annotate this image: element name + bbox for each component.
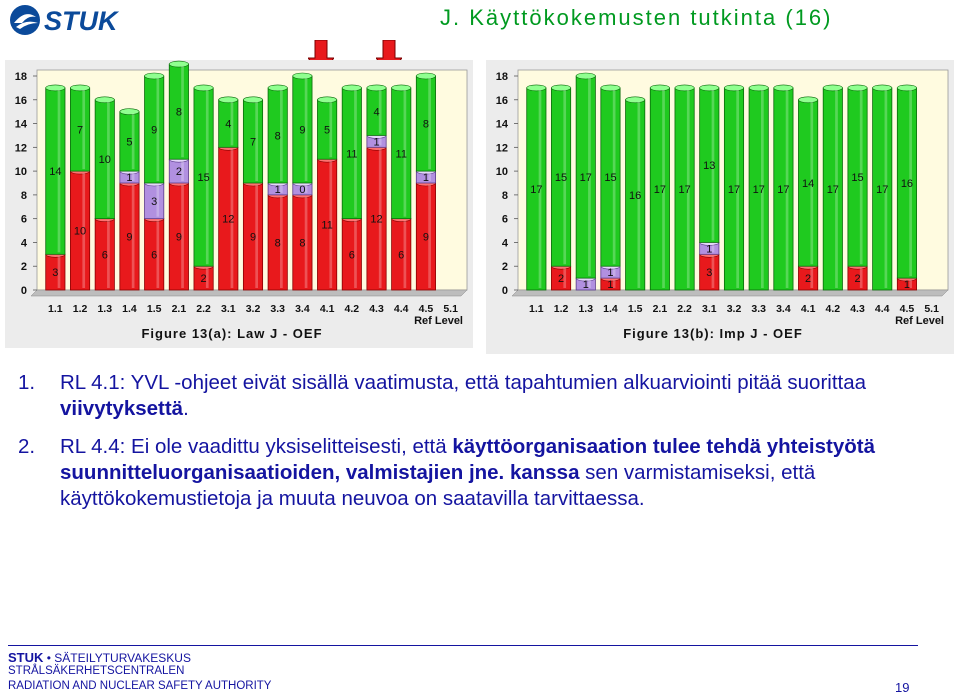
y-tick-label: 12 — [14, 142, 27, 155]
y-tick-label: 0 — [20, 285, 27, 297]
x-tick-label: 4.3 — [369, 303, 384, 315]
data-label: 17 — [727, 183, 741, 196]
bar-cap — [317, 97, 336, 103]
data-label: 14 — [801, 178, 815, 190]
footer-org-name-fi: SÄTEILYTURVAKESKUS — [54, 651, 191, 665]
data-label: 7 — [249, 136, 257, 149]
bar-cap — [576, 73, 595, 79]
bar-cap — [194, 85, 213, 91]
stuk-logo-text: STUK — [44, 6, 118, 36]
data-label: 17 — [777, 183, 790, 196]
data-label: 12 — [222, 213, 235, 226]
slide-title: J. Käyttökokemusten tutkinta (16) — [440, 5, 833, 30]
bullet-number: 2. — [18, 435, 36, 458]
data-label: 17 — [876, 183, 889, 196]
data-label: 1 — [582, 279, 589, 292]
data-label: 4 — [225, 118, 232, 131]
x-tick-label: 1.1 — [529, 303, 544, 315]
bar-cap — [798, 97, 817, 103]
bar-cap — [367, 85, 386, 91]
x-tick-label: 1.3 — [97, 303, 113, 315]
chart-title: Figure 13(b): Imp J - OEF — [623, 326, 803, 341]
bullet-text: RL 4.4: Ei ole vaadittu yksiselitteisesti, että — [60, 435, 453, 458]
bar-cap — [700, 85, 719, 91]
chart-floor — [512, 290, 948, 296]
footer-org-fi — [8, 650, 191, 665]
x-tick-label: 4.1 — [319, 303, 335, 315]
x-tick-label: 3.4 — [295, 303, 310, 315]
stuk-logo — [8, 3, 136, 37]
bullet-number: 1. — [18, 371, 36, 394]
bar-cap — [749, 85, 768, 91]
bullet-item — [18, 434, 948, 512]
y-tick-label: 2 — [20, 261, 27, 274]
data-label: 3 — [706, 267, 713, 280]
bar-cap — [95, 97, 114, 103]
data-label: 1 — [607, 267, 614, 280]
data-label: 0 — [299, 183, 306, 196]
data-label: 14 — [49, 166, 62, 179]
bullet-emphasis: viivytyksettä — [60, 397, 184, 420]
chart-floor — [31, 290, 467, 296]
y-tick-label: 16 — [14, 94, 27, 107]
data-label: 9 — [299, 124, 306, 137]
x-axis-label: Ref Level — [895, 315, 944, 327]
data-label: 1 — [373, 136, 380, 149]
footer-org-abbrev: STUK — [8, 650, 44, 665]
bar-cap — [392, 85, 411, 91]
bar-cap — [527, 85, 546, 91]
bar-cap — [897, 85, 916, 91]
data-label: 15 — [554, 172, 568, 185]
bullet-item — [18, 370, 948, 422]
y-tick-label: 10 — [14, 166, 27, 179]
data-label: 2 — [805, 273, 812, 286]
y-tick-label: 14 — [14, 118, 27, 131]
chart-title: Figure 13(a): Law J - OEF — [141, 326, 323, 341]
bar-cap — [675, 85, 694, 91]
y-tick-label: 4 — [501, 237, 508, 250]
data-label: 15 — [851, 172, 864, 185]
x-tick-label: 5.1 — [924, 303, 939, 315]
x-tick-label: 1.3 — [578, 303, 594, 315]
data-label: 17 — [752, 183, 765, 196]
data-label: 10 — [98, 154, 111, 167]
data-label: 17 — [530, 183, 543, 196]
x-tick-label: 3.4 — [776, 303, 791, 315]
bar-cap — [848, 85, 867, 91]
data-label: 4 — [373, 106, 380, 119]
data-label: 1 — [903, 279, 911, 292]
stuk-logo-emblem — [10, 5, 40, 35]
footer-divider — [8, 645, 918, 646]
data-label: 9 — [151, 124, 158, 137]
bullet-list — [18, 370, 948, 524]
x-tick-label: 2.2 — [196, 303, 211, 315]
bullet-text: sen varmistamiseksi, että käyttökokemustietoja ja muuta neuvoa on saatavilla tarvittaessa. — [60, 461, 816, 510]
bar-cap — [724, 85, 743, 91]
data-label: 15 — [604, 172, 617, 185]
bullet-text: . — [183, 397, 189, 420]
x-tick-label: 2.1 — [652, 303, 668, 315]
bullet-emphasis: käyttöorganisaation tulee tehdä yhteistyötä suunnitteluorganisaatioiden, valmistajien jne. kanssa — [60, 435, 875, 484]
data-label: 8 — [274, 237, 281, 250]
data-label: 3 — [151, 195, 158, 208]
data-label: 8 — [274, 130, 281, 143]
data-label: 11 — [395, 148, 407, 161]
data-label: 17 — [653, 183, 667, 196]
data-label: 8 — [175, 106, 182, 119]
x-tick-label: 1.4 — [122, 303, 137, 315]
data-label: 9 — [422, 231, 430, 244]
bar-cap — [120, 109, 139, 115]
x-tick-label: 3.3 — [270, 303, 286, 315]
x-tick-label: 4.4 — [874, 303, 890, 315]
bar-cap — [243, 97, 262, 103]
footer-separator: • — [43, 651, 55, 665]
y-tick-label: 10 — [495, 166, 508, 179]
bar-cap — [774, 85, 793, 91]
x-axis-label: Ref Level — [414, 315, 463, 327]
data-label: 5 — [126, 136, 133, 149]
y-tick-label: 14 — [495, 118, 508, 131]
x-tick-label: 4.2 — [344, 303, 360, 315]
data-label: 16 — [629, 189, 642, 202]
data-label: 2 — [175, 166, 182, 179]
data-label: 12 — [370, 213, 383, 226]
footer-org-sv: STRÅLSÄKERHETSCENTRALEN — [8, 665, 185, 677]
x-tick-label: 2.1 — [171, 303, 187, 315]
data-label: 9 — [249, 231, 257, 244]
x-tick-label: 3.3 — [751, 303, 767, 315]
x-tick-label: 4.5 — [418, 303, 434, 315]
data-label: 11 — [321, 219, 333, 232]
y-tick-label: 18 — [495, 71, 508, 83]
footer-org-en: RADIATION AND NUCLEAR SAFETY AUTHORITY — [8, 680, 272, 692]
data-label: 9 — [175, 231, 182, 244]
x-tick-label: 1.5 — [627, 303, 643, 315]
x-tick-label: 5.1 — [443, 303, 458, 315]
x-tick-label: 1.2 — [553, 303, 569, 315]
data-label: 13 — [703, 160, 716, 173]
bullet-text: RL 4.1: YVL -ohjeet eivät sisällä vaatimusta, että tapahtumien alkuarviointi pitää suorittaa — [60, 371, 867, 394]
y-tick-label: 18 — [14, 71, 27, 83]
data-label: 3 — [52, 267, 59, 280]
chart-imp-j-oef — [486, 60, 954, 354]
y-tick-label: 12 — [495, 142, 508, 155]
x-tick-label: 3.1 — [220, 303, 236, 315]
x-tick-label: 4.5 — [899, 303, 915, 315]
data-label: 15 — [197, 172, 210, 185]
y-tick-label: 0 — [501, 285, 508, 297]
y-tick-label: 6 — [20, 213, 27, 226]
data-label: 16 — [900, 178, 914, 190]
x-tick-label: 3.2 — [245, 303, 261, 315]
data-label: 1 — [126, 172, 133, 185]
x-tick-label: 1.4 — [603, 303, 618, 315]
data-label: 6 — [398, 249, 405, 262]
bar-cap — [342, 85, 361, 91]
x-tick-label: 1.1 — [48, 303, 63, 315]
y-tick-label: 2 — [501, 261, 508, 274]
data-label: 1 — [706, 243, 713, 256]
bar-cap — [416, 73, 435, 79]
bar-cap — [145, 73, 164, 79]
data-label: 2 — [854, 273, 861, 286]
bar-cap — [219, 97, 238, 103]
bar-cap — [601, 85, 620, 91]
x-tick-label: 4.3 — [850, 303, 865, 315]
x-tick-label: 4.2 — [825, 303, 841, 315]
data-label: 6 — [151, 249, 158, 262]
bar-cap — [46, 85, 65, 91]
y-tick-label: 16 — [495, 94, 508, 107]
data-label: 7 — [76, 124, 84, 137]
bar-cap — [823, 85, 842, 91]
data-label: 17 — [826, 183, 839, 196]
x-tick-label: 3.2 — [726, 303, 742, 315]
bar-cap — [70, 85, 89, 91]
x-tick-label: 1.2 — [72, 303, 88, 315]
data-label: 5 — [324, 124, 331, 137]
bar-cap — [873, 85, 892, 91]
data-label: 8 — [422, 118, 430, 131]
data-label: 11 — [346, 148, 358, 161]
x-tick-label: 2.2 — [677, 303, 692, 315]
data-label: 10 — [73, 225, 87, 238]
bar-cap — [293, 73, 312, 79]
data-label: 1 — [274, 183, 281, 196]
data-label: 2 — [557, 273, 565, 286]
bar-cap — [551, 85, 570, 91]
chart-law-j-oef — [5, 60, 473, 348]
data-label: 1 — [607, 279, 614, 292]
data-label: 17 — [579, 172, 592, 185]
data-label: 17 — [678, 183, 691, 196]
bar-cap — [626, 97, 645, 103]
bar-cap — [650, 85, 669, 91]
x-tick-label: 4.4 — [393, 303, 409, 315]
y-tick-label: 6 — [501, 213, 508, 226]
bar-cap — [268, 85, 287, 91]
page-number: 19 — [895, 680, 910, 695]
y-tick-label: 8 — [20, 189, 27, 202]
data-label: 8 — [299, 237, 306, 250]
x-tick-label: 4.1 — [800, 303, 816, 315]
data-label: 6 — [348, 249, 355, 262]
data-label: 1 — [422, 172, 430, 185]
y-tick-label: 8 — [501, 189, 508, 202]
x-tick-label: 1.5 — [146, 303, 162, 315]
x-tick-label: 3.1 — [701, 303, 717, 315]
data-label: 6 — [101, 249, 108, 262]
data-label: 9 — [126, 231, 133, 244]
y-tick-label: 4 — [20, 237, 27, 250]
data-label: 2 — [200, 273, 207, 286]
bar-cap — [169, 61, 188, 67]
